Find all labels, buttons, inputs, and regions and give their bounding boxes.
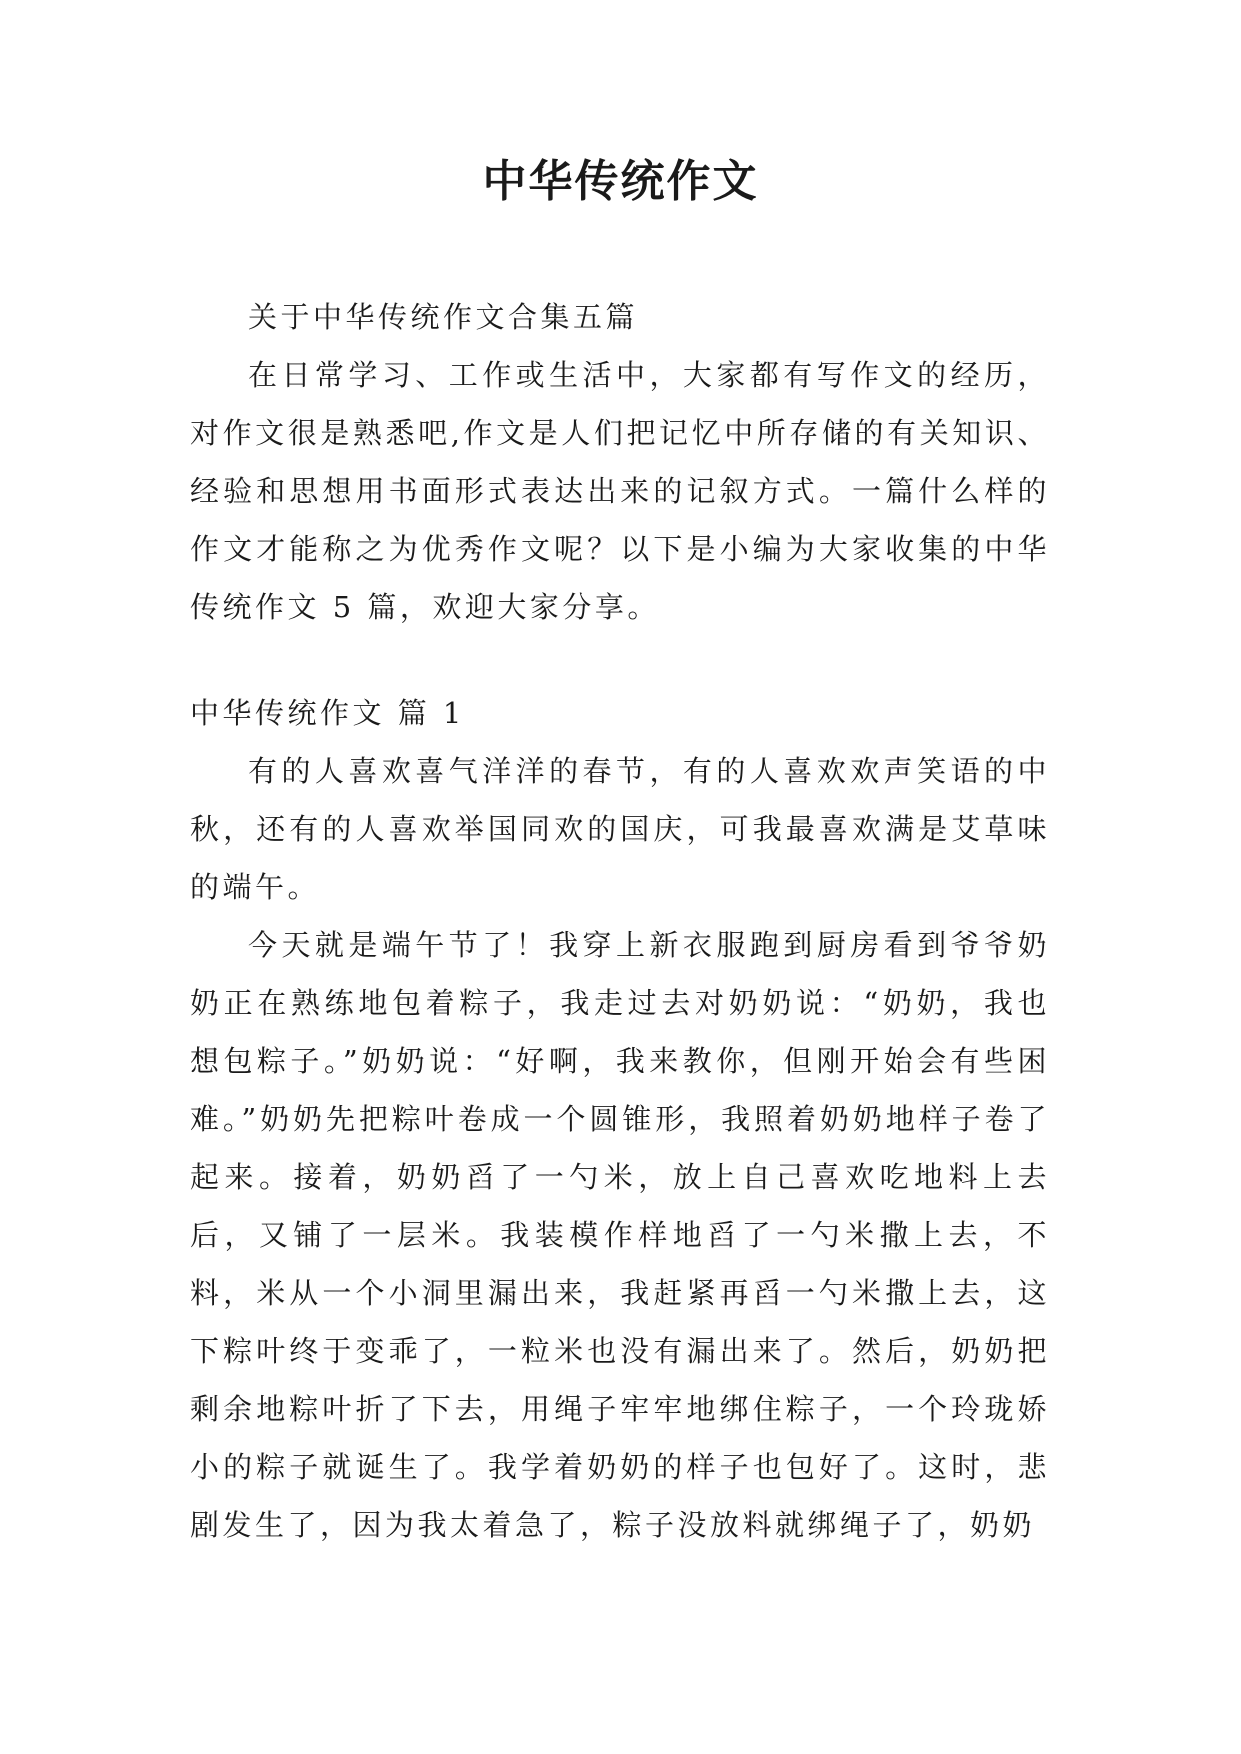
document-title: 中华传统作文 xyxy=(482,156,759,207)
document-subtitle: 关于中华传统作文合集五篇 xyxy=(248,300,639,334)
body-paragraph: 有的人喜欢喜气洋洋的春节，有的人喜欢欢声笑语的中秋，还有的人喜欢举国同欢的国庆，可我最喜欢满是艾草味的端午。 xyxy=(190,754,1050,904)
body-paragraph: 今天就是端午节了！我穿上新衣服跑到厨房看到爷爷奶奶正在熟练地包着粽子，我走过去对奶奶说：“奶奶，我也想包粽子。”奶奶说：“好啊，我来教你，但刚开始会有些困难。”奶奶先把粽叶卷成一个圆锥形，我照着奶奶地样子卷了起来。接着，奶奶舀了一勺米，放上自己喜欢吃地料上去后，又铺了一层米。我装模作样地舀了一勺米撒上去，不料，米从一个小洞里漏出来，我赶紧再舀一勺米撒上去，这下粽叶终于变乖了，一粒米也没有漏出来了。然后，奶奶把剩余地粽叶折了下去，用绳子牢牢地绑住粽子，一个玲珑娇小的粽子就诞生了。我学着奶奶的样子也包好了。这时，悲剧发生了，因为我太着急了，粽子没放料就绑绳子了，奶奶 xyxy=(190,928,1050,1542)
intro-paragraph: 在日常学习、工作或生活中，大家都有写作文的经历，对作文很是熟悉吧,作文是人们把记忆中所存储的有关知识、经验和思想用书面形式表达出来的记叙方式。一篇什么样的作文才能称之为优秀作文呢？以下是小编为大家收集的中华传统作文 5 篇，欢迎大家分享。 xyxy=(190,358,1050,624)
section-heading: 中华传统作文 篇 1 xyxy=(190,696,465,730)
document-body xyxy=(190,288,1050,1554)
